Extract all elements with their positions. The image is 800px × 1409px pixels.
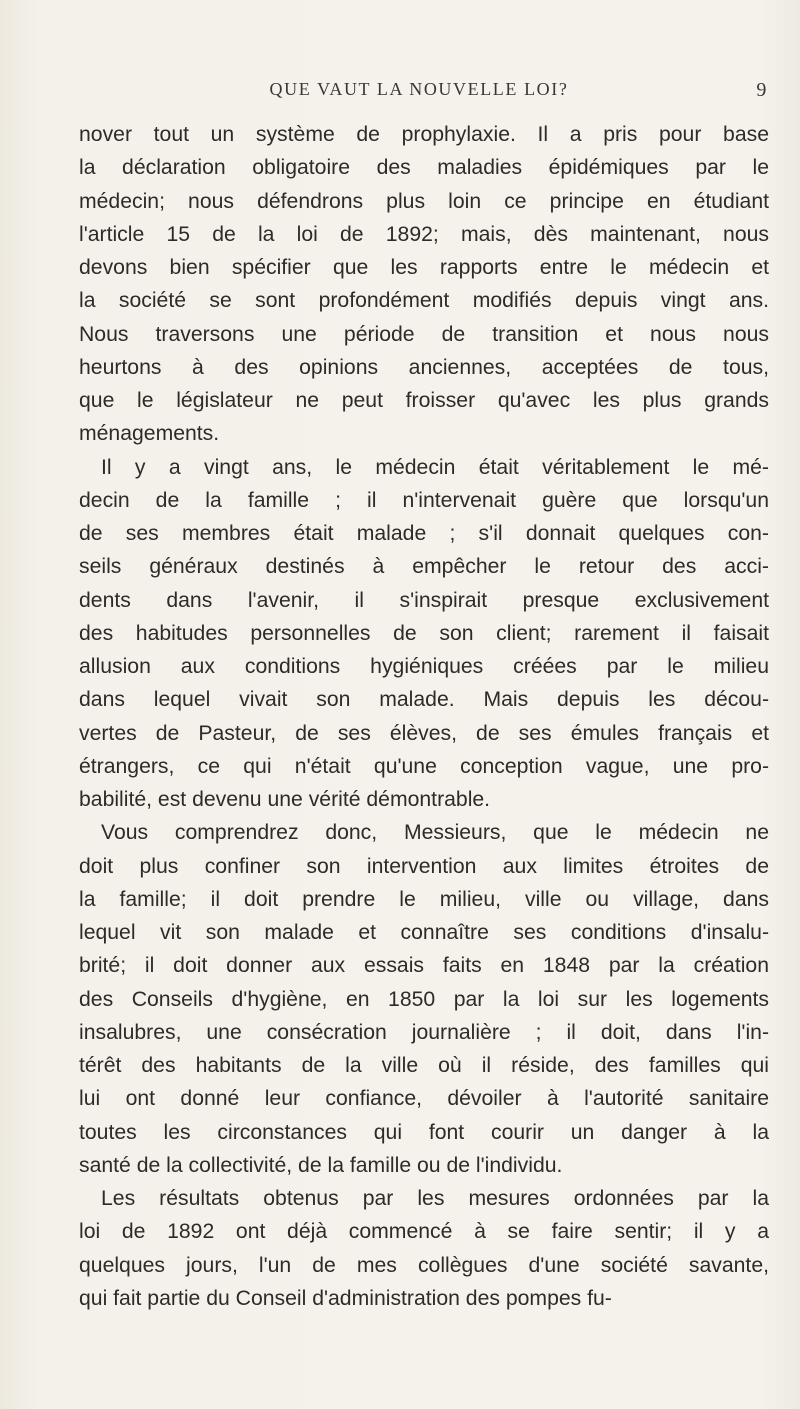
text-line: des Conseils d'hygiène, en 1850 par la loi sur les logements [79, 987, 769, 1011]
page-number: 9 [756, 79, 768, 101]
text-line: Vous comprendrez donc, Messieurs, que le médecin ne [101, 821, 769, 845]
text-line: santé de la collectivité, de la famille ou de l'individu. [79, 1153, 563, 1177]
text-line: médecin; nous défendrons plus loin ce principe en étudiant [79, 189, 769, 213]
text-line: vertes de Pasteur, de ses élèves, de ses émules français et [79, 721, 769, 745]
text-line: Il y a vingt ans, le médecin était véritablement le mé- [101, 455, 769, 479]
text-line: qui fait partie du Conseil d'administration des pompes fu- [79, 1286, 612, 1310]
text-line: lui ont donné leur confiance, dévoiler à l'autorité sanitaire [79, 1087, 769, 1111]
paragraph [79, 1182, 769, 1315]
paragraph [79, 451, 769, 817]
text-line: dents dans l'avenir, il s'inspirait presque exclusivement [79, 588, 769, 612]
text-line: nover tout un système de prophylaxie. Il a pris pour base [79, 123, 769, 146]
text-line: brité; il doit donner aux essais faits en 1848 par la création [79, 954, 769, 978]
text-line: la société se sont profondément modifiés depuis vingt ans. [79, 289, 769, 313]
text-line: devons bien spécifier que les rapports entre le médecin et [79, 256, 769, 279]
text-line: l'article 15 de la loi de 1892; mais, dès maintenant, nous [79, 222, 769, 246]
text-line: decin de la famille ; il n'intervenait guère que lorsqu'un [79, 488, 769, 512]
paragraph [79, 816, 769, 1182]
page-header [70, 79, 768, 105]
text-line: doit plus confiner son intervention aux limites étroites de [79, 854, 769, 878]
text-line: allusion aux conditions hygiéniques créées par le milieu [79, 655, 769, 678]
text-line: térêt des habitants de la ville où il réside, des familles qui [79, 1054, 769, 1077]
text-line: la famille; il doit prendre le milieu, ville ou village, dans [79, 887, 769, 911]
text-line: des habitudes personnelles de son client; rarement il faisait [79, 621, 769, 645]
text-line: la déclaration obligatoire des maladies épidémiques par le [79, 156, 769, 180]
text-line: ménagements. [79, 422, 220, 446]
text-line: seils généraux destinés à empêcher le retour des acci- [79, 555, 769, 579]
text-line: toutes les circonstances qui font courir un danger à la [79, 1120, 769, 1144]
text-line: insalubres, une consécration journalière ; il doit, dans l'in- [79, 1020, 769, 1044]
text-line: de ses membres était malade ; s'il donnait quelques con- [79, 522, 769, 545]
text-line: étrangers, ce qui n'était qu'une conception vague, une pro- [79, 754, 769, 778]
text-line: heurtons à des opinions anciennes, acceptées de tous, [79, 355, 769, 379]
text-line: lequel vit son malade et connaître ses conditions d'insalu- [79, 921, 769, 944]
text-line: Nous traversons une période de transition et nous nous [79, 322, 769, 346]
text-line: dans lequel vivait son malade. Mais depuis les décou- [79, 688, 769, 712]
text-line: loi de 1892 ont déjà commencé à se faire sentir; il y a [79, 1220, 769, 1244]
running-title: QUE VAUT LA NOUVELLE LOI? [269, 79, 569, 99]
body-text [79, 118, 769, 1315]
text-line: Les résultats obtenus par les mesures ordonnées par la [101, 1187, 769, 1210]
paragraph [79, 118, 769, 451]
text-line: babilité, est devenu une vérité démontrable. [79, 788, 491, 811]
text-line: que le législateur ne peut froisser qu'avec les plus grands [79, 389, 769, 412]
text-line: quelques jours, l'un de mes collègues d'une société savante, [79, 1253, 769, 1277]
